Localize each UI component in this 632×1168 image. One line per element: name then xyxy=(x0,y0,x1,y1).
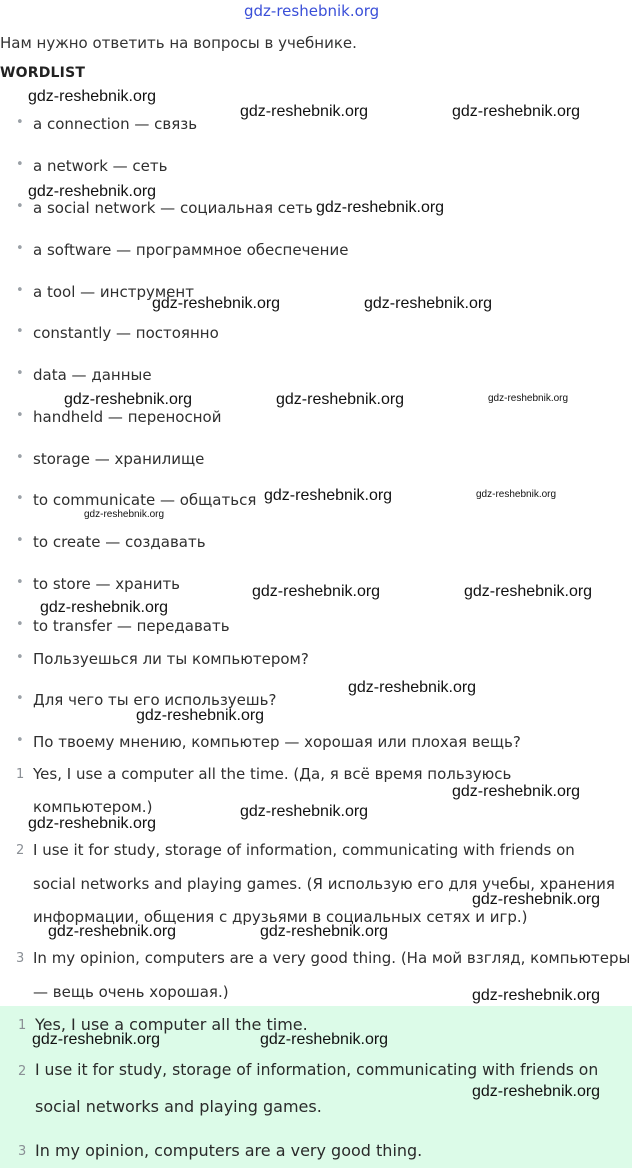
answer-line: компьютером.) xyxy=(33,798,153,816)
answer-number: 2 xyxy=(16,843,25,858)
wordlist-item: • handheld — переносной xyxy=(33,408,221,426)
intro-text: Нам нужно ответить на вопросы в учебнике. xyxy=(0,34,357,52)
wordlist-item: • storage — хранилище xyxy=(33,450,204,468)
watermark-text: gdz-reshebnik.org xyxy=(28,815,157,832)
final-answer-number: 2 xyxy=(18,1064,27,1079)
watermark-text: gdz-reshebnik.org xyxy=(260,1031,389,1048)
watermark-text: gdz-reshebnik.org xyxy=(472,987,601,1004)
final-answer-line: Yes, I use a computer all the time. xyxy=(35,1015,308,1034)
final-answer-number: 1 xyxy=(18,1018,27,1033)
site-title[interactable]: gdz-reshebnik.org xyxy=(244,2,380,20)
final-answer-number: 3 xyxy=(18,1144,27,1159)
question-item: • Для чего ты его используешь? xyxy=(33,691,276,709)
watermark-text: gdz-reshebnik.org xyxy=(260,923,389,940)
watermark-text: gdz-reshebnik.org xyxy=(316,199,445,216)
wordlist-item: • a social network — социальная сеть xyxy=(33,199,313,217)
watermark-text: gdz-reshebnik.org xyxy=(488,393,569,404)
wordlist-item: • a connection — связь xyxy=(33,115,197,133)
watermark-text: gdz-reshebnik.org xyxy=(28,183,157,200)
watermark-text: gdz-reshebnik.org xyxy=(452,103,581,120)
wordlist-item: • a network — сеть xyxy=(33,157,167,175)
wordlist-item: • data — данные xyxy=(33,366,152,384)
watermark-text: gdz-reshebnik.org xyxy=(40,599,169,616)
final-answer-line: I use it for study, storage of information, communicating with friends on xyxy=(35,1061,599,1079)
question-item: • По твоему мнению, компьютер — хорошая или плохая вещь? xyxy=(33,733,521,751)
wordlist-item: • a tool — инструмент xyxy=(33,283,194,301)
watermark-text: gdz-reshebnik.org xyxy=(240,803,369,820)
wordlist-item: • to transfer — передавать xyxy=(33,617,230,635)
final-answer-line: social networks and playing games. xyxy=(35,1097,322,1116)
answer-line: информации, общения с друзьями в социальных сетях и игр.) xyxy=(33,908,528,926)
watermark-text: gdz-reshebnik.org xyxy=(476,489,557,500)
answer-line: social networks and playing games. (Я использую его для учебы, хранения xyxy=(33,875,615,893)
watermark-text: gdz-reshebnik.org xyxy=(152,295,281,312)
watermark-text: gdz-reshebnik.org xyxy=(472,891,601,908)
answer-line: In my opinion, computers are a very good thing. (На мой взгляд, компьютеры xyxy=(33,949,631,967)
answer-line: I use it for study, storage of information, communicating with friends on xyxy=(33,841,575,859)
question-item: • Пользуешься ли ты компьютером? xyxy=(33,650,309,668)
answer-number: 1 xyxy=(16,767,25,782)
watermark-text: gdz-reshebnik.org xyxy=(240,103,369,120)
watermark-text: gdz-reshebnik.org xyxy=(28,88,157,105)
wordlist-heading: WORDLIST xyxy=(0,65,86,81)
watermark-text: gdz-reshebnik.org xyxy=(348,679,477,696)
watermark-text: gdz-reshebnik.org xyxy=(276,391,405,408)
wordlist-item: • constantly — постоянно xyxy=(33,324,219,342)
watermark-text: gdz-reshebnik.org xyxy=(64,391,193,408)
watermark-text: gdz-reshebnik.org xyxy=(452,783,581,800)
wordlist-item: • to create — создавать xyxy=(33,533,206,551)
wordlist-item: • to store — хранить xyxy=(33,575,180,593)
watermark-text: gdz-reshebnik.org xyxy=(136,707,265,724)
watermark-text: gdz-reshebnik.org xyxy=(264,487,393,504)
wordlist-item: • a software — программное обеспечение xyxy=(33,241,348,259)
watermark-text: gdz-reshebnik.org xyxy=(48,923,177,940)
answer-line: Yes, I use a computer all the time. (Да, я всё время пользуюсь xyxy=(33,765,512,783)
watermark-text: gdz-reshebnik.org xyxy=(472,1083,601,1100)
watermark-text: gdz-reshebnik.org xyxy=(32,1031,161,1048)
watermark-text: gdz-reshebnik.org xyxy=(364,295,493,312)
watermark-text: gdz-reshebnik.org xyxy=(464,583,593,600)
watermark-text: gdz-reshebnik.org xyxy=(84,509,165,520)
wordlist-item: • to communicate — общаться xyxy=(33,491,256,509)
answer-number: 3 xyxy=(16,951,25,966)
answer-line: — вещь очень хорошая.) xyxy=(33,983,229,1001)
watermark-text: gdz-reshebnik.org xyxy=(252,583,381,600)
final-answer-line: In my opinion, computers are a very good thing. xyxy=(35,1141,423,1160)
